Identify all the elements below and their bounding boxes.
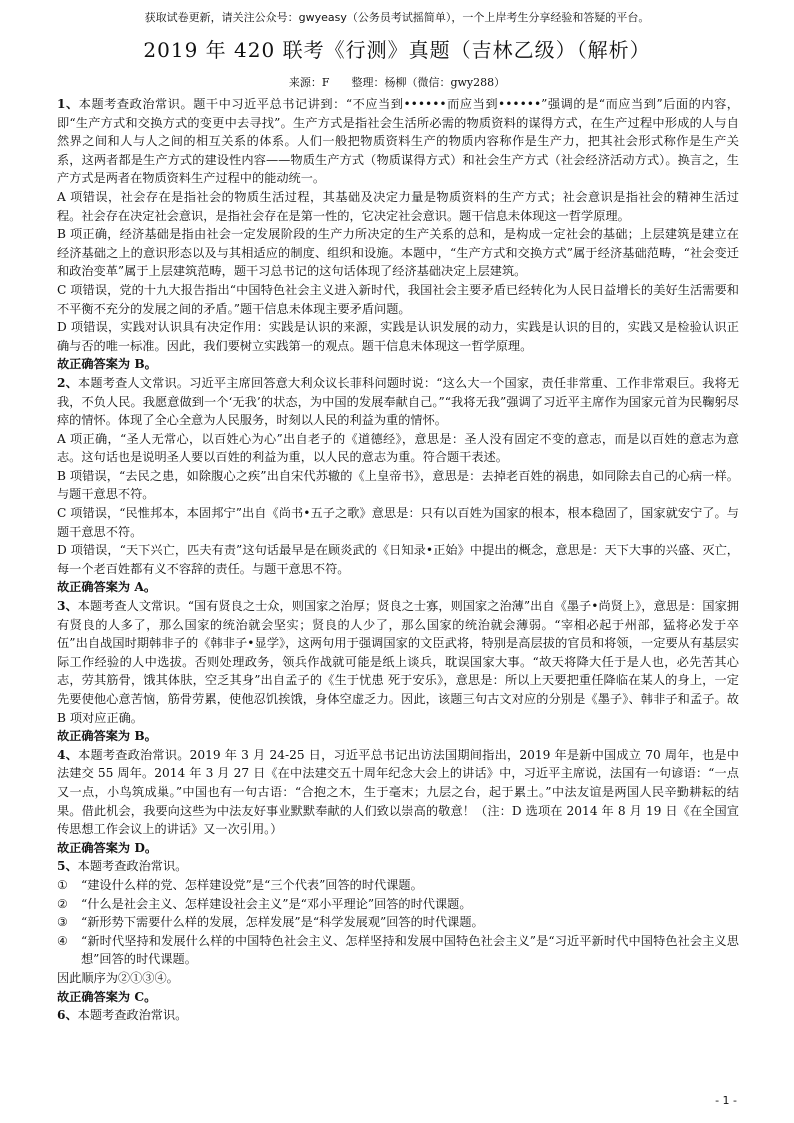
question-3-answer: 故正确答案为 B。 [57,729,157,744]
question-2-option-c: C 项错误，“民惟邦本，本固邦宁”出自《尚书•五子之歌》意思是：只有以百姓为国家的根本，根本稳固了，国家就安宁了。与题干意思不符。 [57,506,739,539]
question-5-intro [57,857,739,876]
question-2-option-d: D 项错误，“天下兴亡，匹夫有责”这句话最早是在顾炎武的《日知录•正始》中提出的概念，意思是：天下大事的兴盛、灭亡，每一个老百姓都有义不容辞的责任。与题干意思不符。 [57,543,739,576]
question-1-option-a: A 项错误，社会存在是指社会的物质生活过程，其基础及决定力量是物质资料的生产方式；社会意识是指社会的精神生活过程。社会存在决定社会意识，是指社会存在是第一性的，它决定社会意识。题干信息未体现这一哲学原理。 [57,189,739,223]
list-item [57,932,739,969]
list-marker: ③ [57,915,68,930]
page-title: 2019 年 420 联考《行测》真题（吉林乙级）（解析） [143,38,651,62]
question-1-option-b: B 项正确，经济基础是指由社会一定发展阶段的生产力所决定的生产关系的总和，是构成一定社会的基础；上层建筑是建立在经济基础之上的意识形态以及与其相适应的制度、组织和设施。本题中，“生产方式和交换方式”属于经济基础范畴，“社会变迁和政治变革”属于上层建筑范畴，题干习总书记的这句话体现了经济基础决定上层建筑。 [57,227,739,279]
question-5-answer: 故正确答案为 C。 [57,989,157,1004]
question-2-intro [57,374,739,430]
list-marker: ① [57,877,68,892]
question-text: 本题考查人文常识。习近平主席回答意大利众议长菲科问题时说：“这么大一个国家，责任非常重、工作非常艰巨。我将无我，不负人民。我愿意做到一个‘无我’的状态，为中国的发展奉献自己。”“我将无我”强调了习近平主席作为国家元首为民鞠躬尽瘁的情怀。体现了全心全意为人民服务，时刻以人民的利益为重的情怀。 [57,375,740,428]
list-marker: ② [57,896,68,911]
document-body [57,95,739,1025]
question-3-intro [57,597,739,727]
question-text: 本题考查政治常识。2019 年 3 月 24-25 日，习近平总书记出访法国期间指出，2019 年是新中国成立 70 周年，也是中法建交 55 周年。2014 年 3 月 27 日《在中法建交五十周年纪念大会上的讲话》中，习近平主席说，法国有一句谚语：“一点又一点，小鸟筑成巢。”中国也有一句古语：“合抱之木，生于毫末；九层之台，起于累土。”中法友谊是两国人民辛勤耕耘的结果。借此机会，我要向这些为中法友好事业默默奉献的人们致以崇高的敬意！（注：D 选项在 2014 年 8 月 19 日《在全国宣传思想工作会议上的讲话》又一次引用。） [57,747,739,837]
list-marker: ④ [57,933,68,948]
question-4-intro [57,746,739,839]
top-banner: 获取试卷更新，请关注公众号：gwyeasy（公务员考试摇简单），一个上岸考生分享经验和答疑的平台。 [144,11,650,24]
list-text: “新时代坚持和发展什么样的中国特色社会主义、怎样坚持和发展中国特色社会主义”是“习近平新时代中国特色社会主义思想”回答的时代课题。 [81,933,739,967]
list-item [57,895,739,914]
question-1-option-d: D 项错误，实践对认识具有决定作用：实践是认识的来源，实践是认识发展的动力，实践是认识的目的，实践又是检验认识正确与否的唯一标准。因此，我们要树立实践第一的观点。题干信息未体现这一哲学原理。 [57,320,739,353]
question-5-conclusion: 因此顺序为②①③④。 [57,970,179,985]
list-text: “什么是社会主义、怎样建设社会主义”是“邓小平理论”回答的时代课题。 [81,896,472,911]
question-text: 本题考查政治常识。题干中习近平总书记讲到：“不应当到••••••而应当到••••••”强调的是“而应当到”后面的内容，即“生产方式和交换方式的变更中去寻找”。生产方式是指社会生活所必需的物质资料的谋得方式，在生产过程中形成的人与自然界之间和人与人之间的相互关系的体系。人们一般把物质资料生产的物质内容称作是生产力，把其社会形式称作是生产关系，这两者都是生产方式的建设性内容——物质生产方式（物质谋得方式）和社会生产方式（社会经济活动方式）。换言之，生产方式是两者在物质资料生产过程中的能动统一。 [57,97,739,186]
list-item [57,913,739,932]
question-2-option-b: B 项错误，“去民之患，如除腹心之疾”出自宋代苏辙的《上皇帝书》，意思是：去掉老百姓的祸患，如同除去自己的心病一样。与题干意思不符。 [57,468,739,502]
question-text: 本题考查政治常识。 [77,1008,188,1023]
question-2-option-a: A 项正确，“圣人无常心，以百姓心为心”出自老子的《道德经》，意思是：圣人没有固定不变的意志，而是以百姓的意志为意志。这句话也是说明圣人要以百姓的利益为重，以人民的意志为重。符合题干表述。 [57,431,739,465]
page-number: - 1 - [715,1094,737,1107]
list-text: “新形势下需要什么样的发展，怎样发展”是“科学发展观”回答的时代课题。 [81,915,484,930]
question-number: 6、 [57,1008,78,1023]
source-line: 来源：F 整理：杨柳（微信：gwy288） [288,76,506,89]
question-2-answer: 故正确答案为 A。 [57,580,157,595]
question-1-answer: 故正确答案为 B。 [57,357,157,372]
question-number: 1、 [57,97,79,111]
question-6-intro [57,1006,739,1025]
question-number: 5、 [57,859,78,874]
question-1-option-c: C 项错误，党的十九大报告指出“中国特色社会主义进入新时代，我国社会主要矛盾已经转化为人民日益增长的美好生活需要和不平衡不充分的发展之间的矛盾。”题干信息未体现主要矛盾问题。 [57,282,739,316]
question-text: 本题考查人文常识。“国有贤良之士众，则国家之治厚；贤良之士寡，则国家之治薄”出自《墨子•尚贤上》，意思是：国家拥有贤良的人多了，那么国家的统治就会坚实；贤良的人少了，那么国家的统治就会薄弱。“宰相必起于州部，猛将必发于卒伍”出自战国时期韩非子的《韩非子•显学》，这两句用于强调国家的文臣武将，特别是高层拔的官员和将领，一定要从有基层实际工作经验的人中选拔。否则处理政务，领兵作战就可能是纸上谈兵，耽误国家大事。“故天将降大任于是人也，必先苦其心志，劳其筋骨，饿其体肤，空乏其身”出自孟子的《生于忧患 死于安乐》，意思是：所以上天要把重任降临在某人的身上，一定先要使他心意苦恼，筋骨劳累，使他忍饥挨饿，身体空虚乏力。因此，该题三句古文对应的分别是《墨子》、韩非子和孟子。故 B 项对应正确。 [57,599,739,725]
question-1-intro [57,95,739,188]
question-number: 2、 [57,375,79,390]
question-4-answer: 故正确答案为 D。 [57,840,158,855]
question-number: 3、 [57,599,78,614]
question-text: 本题考查政治常识。 [77,859,188,874]
question-number: 4、 [57,747,79,762]
list-item [57,876,739,895]
list-text: “建设什么样的党、怎样建设党”是“三个代表”回答的时代课题。 [81,877,423,892]
